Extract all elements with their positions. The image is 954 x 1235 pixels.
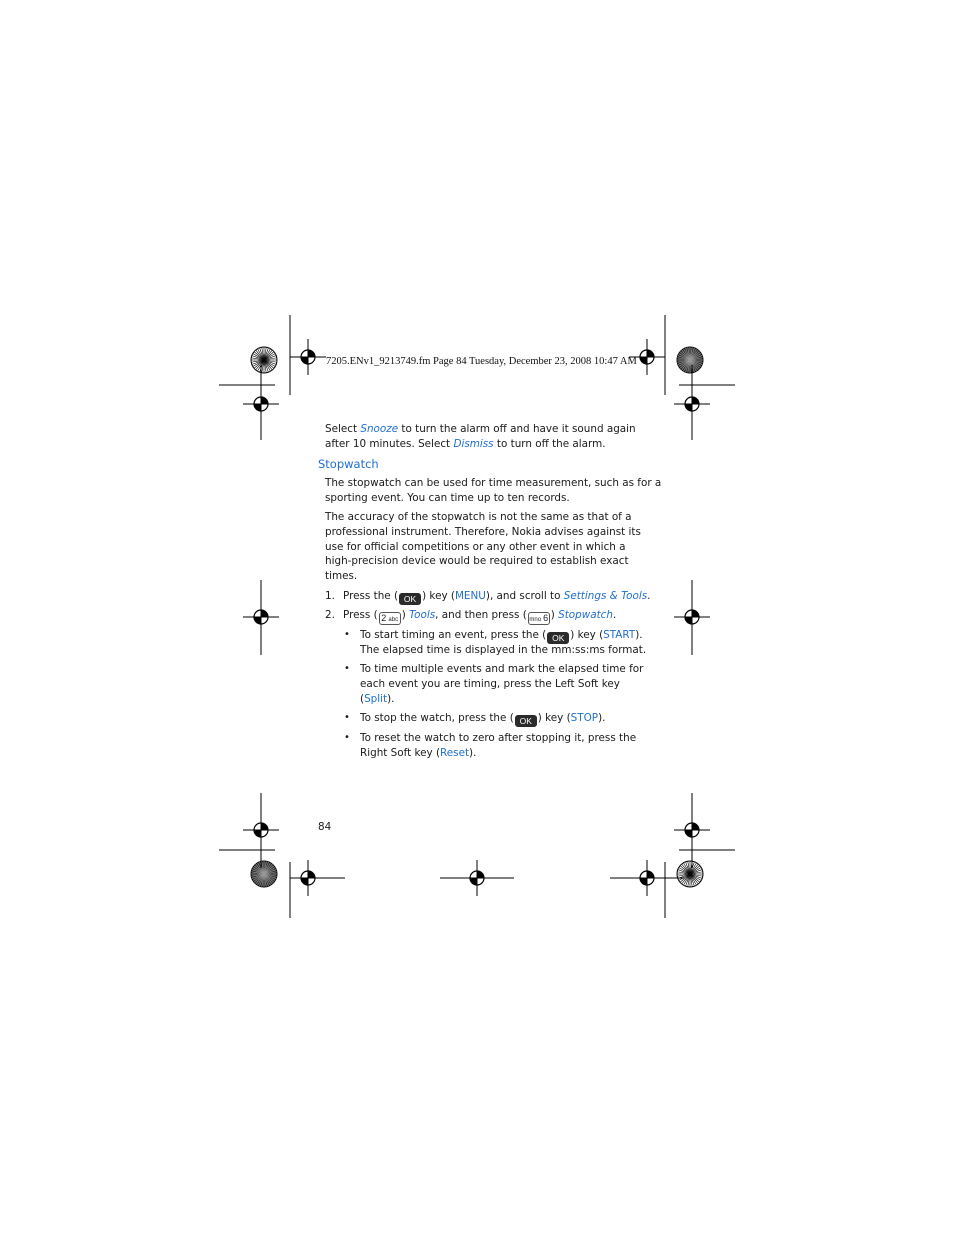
bullet-text: To stop the watch, press the ( [360,712,514,724]
ok-key-icon: OK [547,632,569,644]
key-letters: abc [388,617,399,623]
intro-line-1 [325,422,636,437]
step-1-line [343,589,650,604]
registration-target-quadrant [640,357,647,364]
intro-text: after 10 minutes. Select [325,437,454,450]
step-1 [343,589,650,604]
step-text: , and then press ( [435,609,527,621]
accuracy-note [325,510,641,584]
step-text: . [613,609,617,621]
bullet-stop-watch [360,711,605,726]
registration-target-quadrant [685,617,692,624]
bullet-text: ( [360,692,365,705]
step-text: ) [401,609,410,621]
bullet-marker: • [344,732,350,743]
bullet-text: ). [635,629,643,641]
bullet-marker: • [344,712,350,723]
step-2-line [343,608,616,623]
start-softkey-label: START [603,629,636,641]
ok-key-icon: OK [515,715,537,727]
page-number: 84 [318,821,332,833]
key-digit: 6 [543,613,549,623]
snooze-option: Snooze [360,423,399,435]
registration-target-quadrant [647,871,654,878]
print-slug-line: 7205.ENv1_9213749.fm Page 84 Tuesday, December 23, 2008 10:47 AM [326,356,637,367]
bullet-line: To time multiple events and mark the elapsed time for [360,663,644,675]
step-text: ), and scroll to [485,590,564,602]
step-number-1: 1. [325,590,335,602]
paragraph-line: The accuracy of the stopwatch is not the same as that of a [325,511,632,523]
intro-paragraph [325,422,636,452]
stop-softkey-label: STOP [570,712,599,724]
stopwatch-menu: Stopwatch [558,609,613,621]
key-2-icon [379,612,401,625]
registration-target-quadrant [685,830,692,837]
bullet-marker: • [344,663,350,674]
registration-target-quadrant [647,350,654,357]
step-text: Press ( [343,609,378,621]
paragraph-line: times. [325,570,358,583]
registration-target-quadrant [692,823,699,830]
step-text: ) [550,609,559,621]
paragraph-line: high-precision device would be required to establish exact [325,555,629,568]
registration-target-quadrant [685,404,692,411]
registration-target-quadrant [301,878,308,885]
registration-target-quadrant [254,404,261,411]
bullet-line [360,746,636,761]
registration-target-quadrant [477,871,484,878]
key-letters: mno [529,617,542,623]
settings-tools-menu: Settings & Tools [563,590,648,602]
bullet-split-timing [360,662,643,706]
bullet-line [360,711,605,726]
menu-softkey-label: MENU [454,590,486,602]
step-text: ) key ( [422,590,455,602]
registration-target-quadrant [254,617,261,624]
dismiss-option: Dismiss [453,437,494,450]
paragraph-line: professional instrument. Therefore, Nokia advises against its [325,525,641,538]
bullet-line [360,692,643,707]
registration-target-quadrant [301,357,308,364]
paragraph-line: use for official competitions or any other event in which a [325,540,626,553]
bullet-reset-watch [360,731,636,761]
key-digit: 2 [381,613,387,623]
bullet-text: ). [598,712,606,724]
stopwatch-description [325,476,661,506]
bullet-start-timing [360,628,646,658]
bullet-text: Right Soft key ( [360,746,441,759]
step-text: . [647,590,651,602]
ok-key-icon: OK [399,593,421,605]
intro-text: Select [325,423,361,435]
intro-text: to turn off the alarm. [493,437,606,450]
paragraph-line: The stopwatch can be used for time measurement, such as for a [325,477,662,489]
bullet-text: ). [469,746,477,759]
registration-target-quadrant [308,350,315,357]
registration-target-quadrant [261,823,268,830]
paragraph-line: sporting event. You can time up to ten records. [325,491,570,504]
registration-target-quadrant [640,878,647,885]
bullet-text: To start timing an event, press the ( [360,629,547,641]
step-text: Press the ( [343,590,399,602]
registration-target-quadrant [470,878,477,885]
registration-target-quadrant [254,830,261,837]
bullet-line [360,628,646,643]
intro-line-2 [325,437,636,452]
bullet-line: The elapsed time is displayed in the mm:ss:ms format. [360,643,647,656]
step-2 [343,608,616,623]
split-softkey-label: Split [364,692,388,705]
registration-target-quadrant [692,610,699,617]
step-number-2: 2. [325,609,335,621]
bullet-text: ) key ( [570,629,604,641]
intro-text: to turn the alarm off and have it sound again [398,423,636,435]
bullet-marker: • [344,629,350,640]
bullet-line: To reset the watch to zero after stopping it, press the [360,732,637,744]
bullet-text: ) key ( [537,712,571,724]
section-title: Stopwatch [318,457,379,471]
registration-target-quadrant [692,397,699,404]
tools-menu: Tools [409,609,436,621]
registration-target-quadrant [261,610,268,617]
bullet-line: each event you are timing, press the Left Soft key [360,677,620,690]
bullet-text: ). [387,692,395,705]
key-6-icon [528,612,550,625]
registration-target-quadrant [261,397,268,404]
registration-target-quadrant [308,871,315,878]
reset-softkey-label: Reset [440,746,470,759]
